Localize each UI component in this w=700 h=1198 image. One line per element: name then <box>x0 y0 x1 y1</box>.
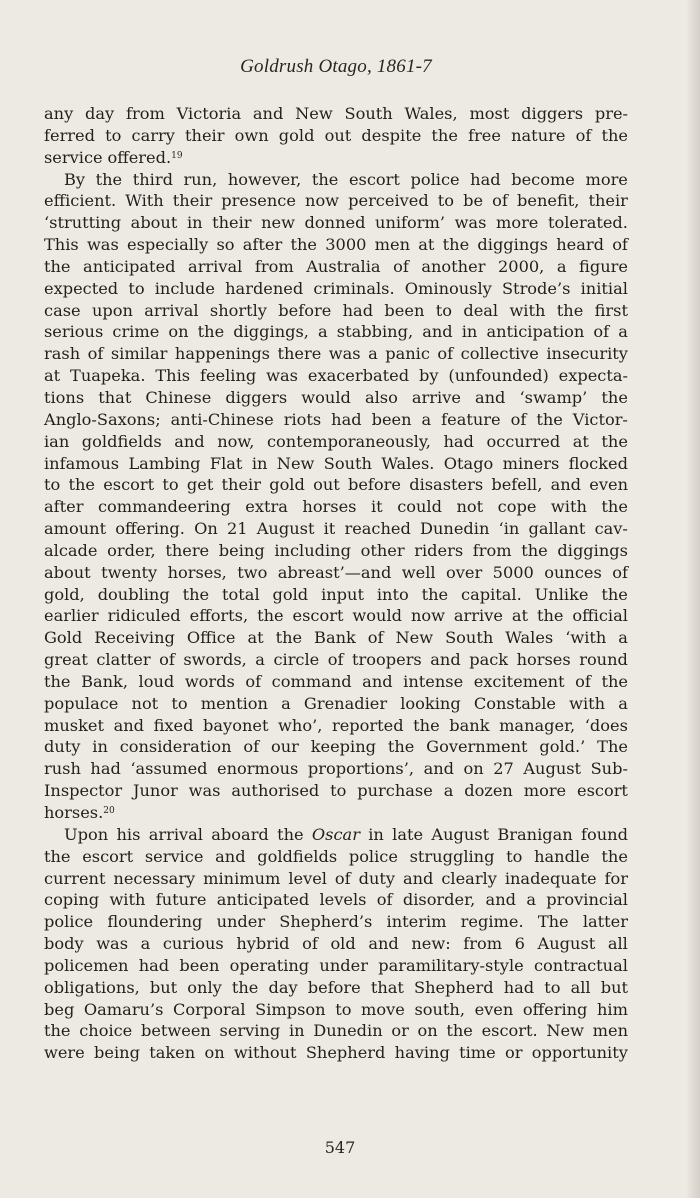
text-line: alcade order, there being including other riders from the diggings <box>44 540 628 560</box>
text-line: Upon his arrival aboard the Oscar in late August Branigan found <box>64 824 628 844</box>
text-line: expected to include hardened criminals. Ominously Strode’s initial <box>44 278 628 298</box>
text-line: body was a curious hybrid of old and new: from 6 August all <box>44 934 628 954</box>
text-line: Inspector Junor was authorised to purchase a dozen more escort <box>44 781 628 801</box>
text-line: at Tuapeka. This feeling was exacerbated by (unfounded) expecta- <box>44 366 628 386</box>
text-line: were being taken on without Shepherd having time or opportunity <box>44 1043 628 1063</box>
text-line: after commandeering extra horses it could not cope with the <box>44 497 628 517</box>
page-edge-shadow <box>686 0 700 1198</box>
footnote-marker[interactable]: 20 <box>103 806 115 817</box>
text-line: service offered.$^{19}$ <box>44 147 183 167</box>
text-line: the Bank, loud words of command and intense excitement of the <box>44 671 628 691</box>
text-line: ian goldfields and now, contemporaneously, had occurred at the <box>44 431 628 451</box>
text-line: policemen had been operating under paramilitary-style contractual <box>44 955 628 975</box>
text-line: serious crime on the diggings, a stabbing, and in anticipation of a <box>44 322 628 342</box>
text-line: This was especially so after the 3000 men at the diggings heard of <box>44 235 628 255</box>
text-line: By the third run, however, the escort police had become more <box>64 169 628 189</box>
text-line: about twenty horses, two abreast’—and well over 5000 ounces of <box>44 562 628 582</box>
text-line: to the escort to get their gold out before disasters befell, and even <box>44 475 628 495</box>
text-line: populace not to mention a Grenadier looking Constable with a <box>44 693 628 713</box>
text-line: beg Oamaru’s Corporal Simpson to move south, even offering him <box>44 999 628 1019</box>
text-line: police floundering under Shepherd’s interim regime. The latter <box>44 912 628 932</box>
text-line: obligations, but only the day before that Shepherd had to all but <box>44 977 628 997</box>
text-line: musket and fixed bayonet who’, reported the bank manager, ‘does <box>44 715 628 735</box>
text-line: amount offering. On 21 August it reached Dunedin ‘in gallant cav- <box>44 519 628 539</box>
text-line: tions that Chinese diggers would also arrive and ‘swamp’ the <box>44 387 628 407</box>
paragraph <box>44 169 628 824</box>
text-line: infamous Lambing Flat in New South Wales. Otago miners flocked <box>44 453 628 473</box>
text-line: the escort service and goldfields police struggling to handle the <box>44 846 628 866</box>
page-number: 547 <box>324 1138 356 1157</box>
text-line: Anglo-Saxons; anti-Chinese riots had been a feature of the Victor- <box>44 409 628 429</box>
text-line: any day from Victoria and New South Wales, most diggers pre- <box>44 104 628 123</box>
paragraph <box>44 824 628 1064</box>
text-line: case upon arrival shortly before had been to deal with the first <box>44 300 628 320</box>
text-line: great clatter of swords, a circle of troopers and pack horses round <box>44 650 628 670</box>
text-line: gold, doubling the total gold input into the capital. Unlike the <box>44 584 628 604</box>
text-line: the choice between serving in Dunedin or on the escort. New men <box>44 1021 628 1041</box>
body-text <box>44 103 628 1064</box>
text-line: duty in consideration of our keeping the Government gold.’ The <box>44 737 628 757</box>
text-line: rush had ‘assumed enormous proportions’, and on 27 August Sub- <box>44 759 628 779</box>
text-line: coping with future anticipated levels of disorder, and a provincial <box>44 890 628 910</box>
text-line: current necessary minimum level of duty and clearly inadequate for <box>44 868 628 888</box>
footnote-marker[interactable]: 19 <box>171 150 183 161</box>
text-line: efficient. With their presence now perceived to be of benefit, their <box>44 191 628 211</box>
paragraph <box>44 103 628 169</box>
text-line: Gold Receiving Office at the Bank of New South Wales ‘with a <box>44 628 628 648</box>
running-head: Goldrush Otago, 1861-7 <box>240 56 432 77</box>
text-line: earlier ridiculed efforts, the escort would now arrive at the official <box>44 606 628 626</box>
text-line: ferred to carry their own gold out despite the free nature of the <box>44 125 628 145</box>
text-line: the anticipated arrival from Australia of another 2000, a figure <box>44 256 628 276</box>
text-line: ‘strutting about in their new donned uniform’ was more tolerated. <box>44 213 628 233</box>
text-line: horses.$^{20}$ <box>44 803 115 822</box>
text-line: rash of similar happenings there was a panic of collective insecurity <box>44 344 628 364</box>
